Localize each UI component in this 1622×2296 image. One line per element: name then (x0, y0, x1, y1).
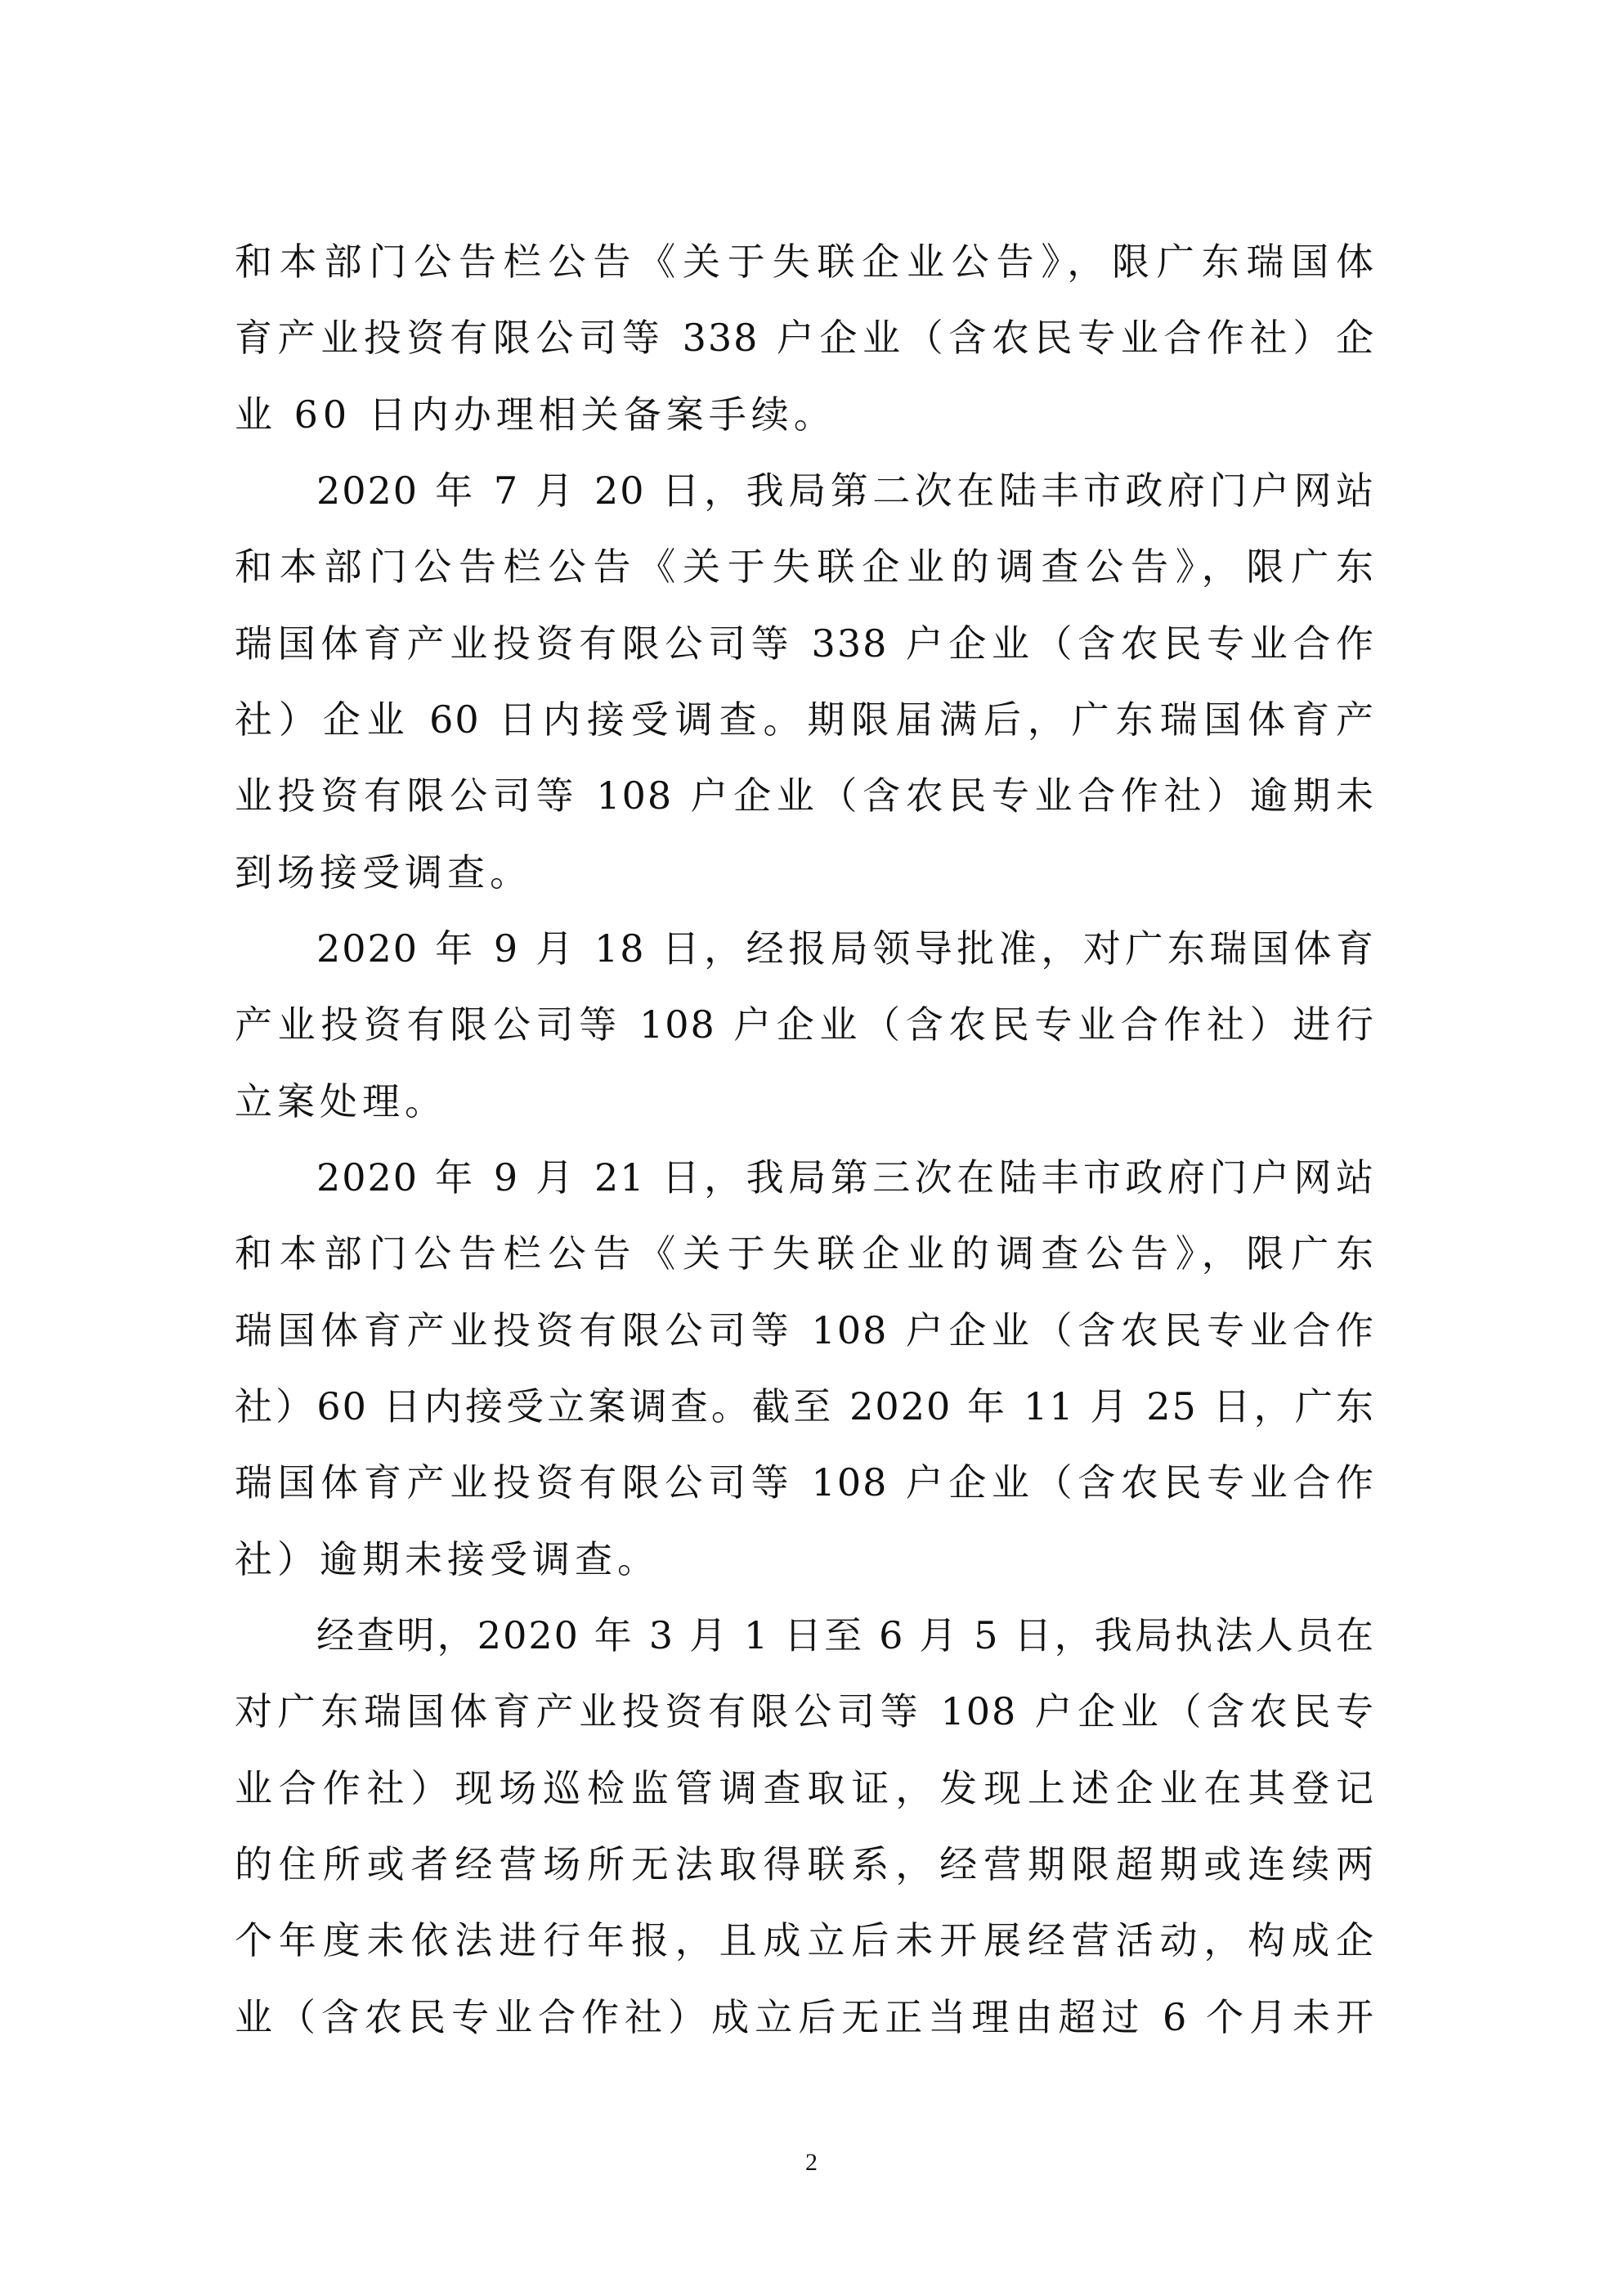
text-line: 业（含农民专业合作社）成立后无正当理由超过 6 个月未开 (235, 1995, 1375, 2039)
text-line: 社）60 日内接受立案调查。截至 2020 年 11 月 25 日，广东 (235, 1384, 1375, 1428)
text-line: 瑞国体育产业投资有限公司等 338 户企业（含农民专业合作 (235, 621, 1375, 666)
text-line: 和本部门公告栏公告《关于失联企业公告》，限广东瑞国体 (235, 240, 1375, 284)
text-line: 2020 年 9 月 18 日，经报局领导批准，对广东瑞国体育 (316, 926, 1375, 971)
text-line: 和本部门公告栏公告《关于失联企业的调查公告》，限广东 (235, 545, 1375, 589)
text-line: 立案处理。 (235, 1079, 447, 1123)
text-line: 育产业投资有限公司等 338 户企业（含农民专业合作社）企 (235, 316, 1375, 360)
text-line: 到场接受调查。 (235, 850, 532, 895)
text-line: 社）企业 60 日内接受调查。期限届满后，广东瑞国体育产 (235, 697, 1375, 742)
text-line: 业投资有限公司等 108 户企业（含农民专业合作社）逾期未 (235, 774, 1375, 818)
text-line: 业合作社）现场巡检监管调查取证，发现上述企业在其登记 (235, 1766, 1375, 1810)
text-line: 瑞国体育产业投资有限公司等 108 户企业（含农民专业合作 (235, 1460, 1375, 1505)
text-line: 的住所或者经营场所无法取得联系，经营期限超期或连续两 (235, 1842, 1375, 1886)
text-line: 个年度未依法进行年报，且成立后未开展经营活动，构成企 (235, 1918, 1375, 1962)
page-number: 2 (805, 2149, 818, 2176)
text-line: 社）逾期未接受调查。 (235, 1537, 660, 1581)
text-line: 瑞国体育产业投资有限公司等 108 户企业（含农民专业合作 (235, 1308, 1375, 1352)
text-line: 2020 年 7 月 20 日，我局第二次在陆丰市政府门户网站 (316, 469, 1375, 513)
text-line: 业 60 日内办理相关备案手续。 (235, 392, 836, 437)
text-line: 对广东瑞国体育产业投资有限公司等 108 户企业（含农民专 (235, 1689, 1375, 1733)
text-line: 和本部门公告栏公告《关于失联企业的调查公告》，限广东 (235, 1231, 1375, 1276)
text-line: 产业投资有限公司等 108 户企业（含农民专业合作社）进行 (235, 1002, 1375, 1047)
text-line: 经查明，2020 年 3 月 1 日至 6 月 5 日，我局执法人员在 (316, 1613, 1375, 1657)
text-line: 2020 年 9 月 21 日，我局第三次在陆丰市政府门户网站 (316, 1155, 1375, 1200)
